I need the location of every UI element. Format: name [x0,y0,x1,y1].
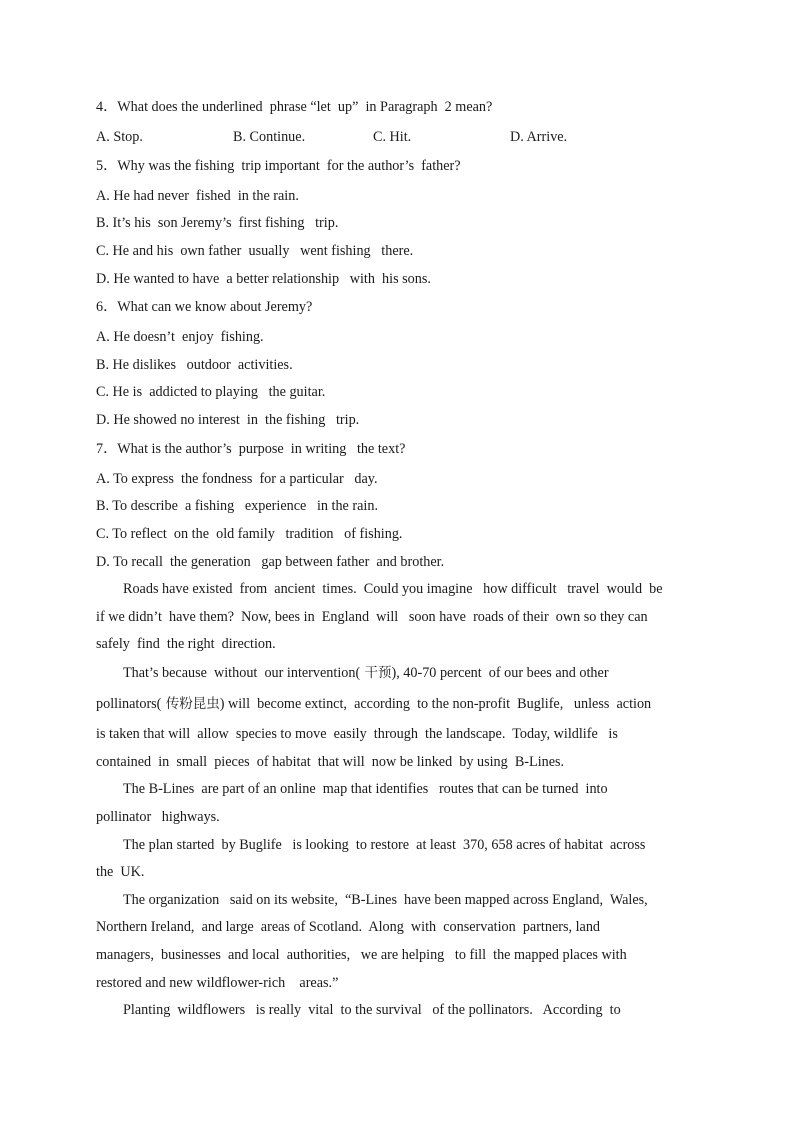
q7-option-b: B. To describe a fishing experience in the rain. [96,498,379,514]
q4-option-b: B. Continue. [233,129,306,145]
q6-option-d: D. He showed no interest in the fishing trip. [96,412,360,428]
passage-p1-line-2: if we didn’t have them? Now, bees in England will soon have roads of their own so they can [96,609,648,625]
passage-p5-line-3: managers, businesses and local authorities, we are helping to fill the mapped places with [96,947,627,963]
passage-p5-line-1: The organization said on its website, “B-Lines have been mapped across England, Wales, [123,892,648,908]
passage-p2-line-2 [96,695,696,713]
p2-l1-text-b: ), 40-70 percent of our bees and other [391,665,609,681]
p2-l1-chinese: 干预 [360,665,392,681]
question-6-stem: 6．What can we know about Jeremy? [96,299,313,315]
passage-p4-line-1: The plan started by Buglife is looking to restore at least 370, 658 acres of habitat across [123,837,646,853]
q7-option-a: A. To express the fondness for a particular day. [96,471,378,487]
q6-option-a: A. He doesn’t enjoy fishing. [96,329,264,345]
p2-l2-chinese: 传粉昆虫 [161,696,220,712]
q4-option-c: C. Hit. [373,129,412,145]
p2-l2-text-b: ) will become extinct, according to the non-profit Buglife, unless action [219,696,652,712]
p2-l2-text-a: pollinators( [96,696,162,712]
passage-p5-line-2: Northern Ireland, and large areas of Scotland. Along with conservation partners, land [96,919,601,935]
passage-p2-line-3: is taken that will allow species to move easily through the landscape. Today, wildlife is [96,726,618,742]
q5-option-a: A. He had never fished in the rain. [96,188,299,204]
q7-option-c: C. To reflect on the old family tradition of fishing. [96,526,403,542]
q4-option-a: A. Stop. [96,129,143,145]
passage-p5-line-4: restored and new wildflower-rich areas.” [96,975,339,991]
question-7-stem: 7．What is the author’s purpose in writing the text? [96,441,406,457]
passage-p6-line-1: Planting wildflowers is really vital to the survival of the pollinators. According to [123,1002,621,1018]
passage-p1-line-1: Roads have existed from ancient times. Could you imagine how difficult travel would be [123,581,663,597]
passage-p2-line-1 [123,664,723,682]
passage-p4-line-2: the UK. [96,864,145,880]
q5-option-d: D. He wanted to have a better relationship with his sons. [96,271,431,287]
q5-option-c: C. He and his own father usually went fishing there. [96,243,414,259]
q7-option-d: D. To recall the generation gap between father and brother. [96,554,445,570]
passage-p1-line-3: safely find the right direction. [96,636,276,652]
p2-l1-text-a: That’s because without our intervention( [123,665,361,681]
question-5-stem: 5．Why was the fishing trip important for the author’s father? [96,158,461,174]
q6-option-b: B. He dislikes outdoor activities. [96,357,293,373]
q5-option-b: B. It’s his son Jeremy’s first fishing trip. [96,215,339,231]
passage-p3-line-1: The B-Lines are part of an online map that identifies routes that can be turned into [123,781,608,797]
question-4-stem: 4．What does the underlined phrase “let up” in Paragraph 2 mean? [96,99,493,115]
q4-option-d: D. Arrive. [510,129,568,145]
q6-option-c: C. He is addicted to playing the guitar. [96,384,326,400]
passage-p2-line-4: contained in small pieces of habitat that will now be linked by using B-Lines. [96,754,565,770]
passage-p3-line-2: pollinator highways. [96,809,220,825]
